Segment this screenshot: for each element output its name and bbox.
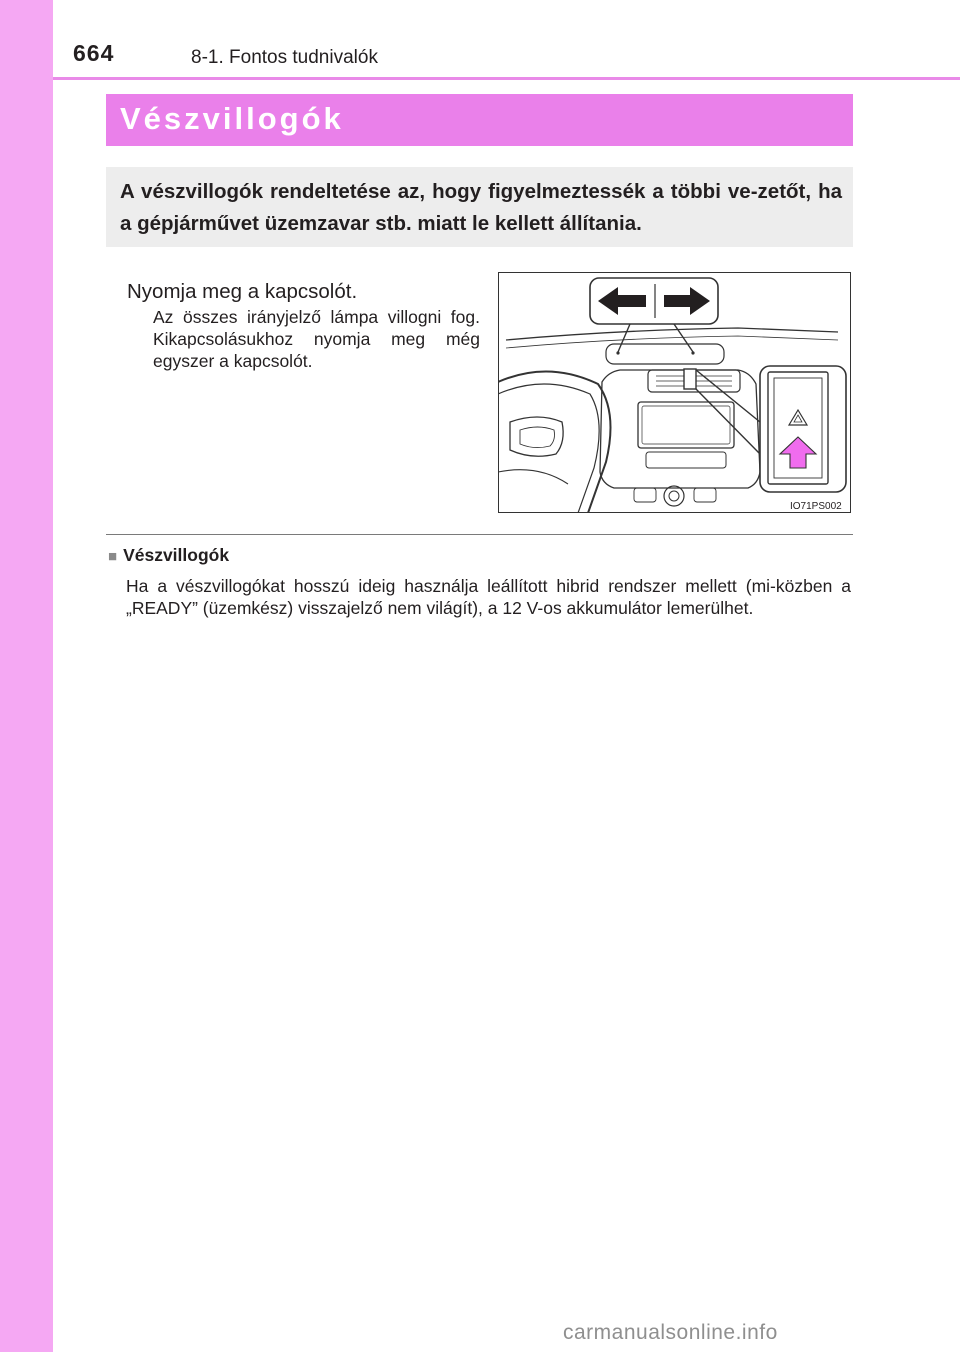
- intro-box: [106, 167, 853, 247]
- page-number: 664: [73, 40, 115, 66]
- note-heading: [108, 545, 229, 566]
- note-heading-text: Vészvillogók: [123, 545, 230, 565]
- section-title: 8-1. Fontos tudnivalók: [191, 47, 378, 68]
- intro-text: A vészvillogók rendeltetése az, hogy figyelmeztessék a többi ve-zetőt, ha a gépjárművet üzemzavar stb. miatt le kellett állítania.: [120, 180, 842, 235]
- figure-code: IO71PS002: [790, 501, 842, 512]
- dashboard-illustration: [498, 272, 851, 513]
- watermark: carmanualsonline.info: [563, 1321, 778, 1344]
- note-body: Ha a vészvillogókat hosszú ideig használja leállított hibrid rendszer mellett (mi-közben a „READY” (üzemkész) visszajelző nem világít), a 12 V-os akkumulátor lemerülhet.: [126, 576, 851, 618]
- hazard-switch-icon: [760, 366, 846, 492]
- content-rule: [106, 534, 853, 535]
- square-bullet-icon: ■: [108, 548, 118, 565]
- title-bar: [106, 94, 853, 146]
- step-description: Az összes irányjelző lámpa villogni fog. Kikapcsolásukhoz nyomja meg még egyszer a kapcsolót.: [153, 307, 480, 371]
- step-title: Nyomja meg a kapcsolót.: [127, 280, 358, 303]
- header-rule: [53, 77, 960, 80]
- page-title: Vészvillogók: [120, 101, 344, 136]
- side-band: [0, 0, 53, 1352]
